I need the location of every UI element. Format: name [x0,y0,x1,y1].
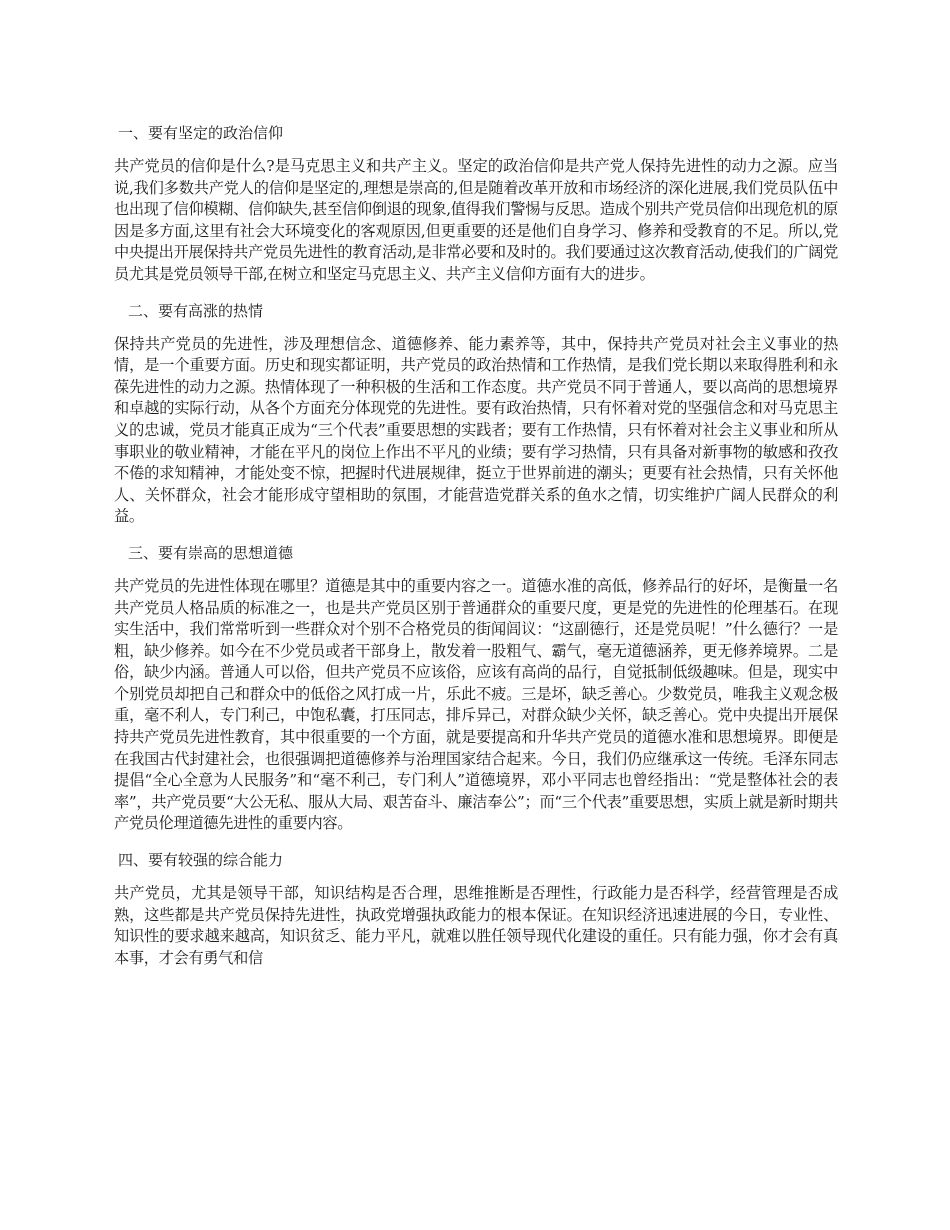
section-heading-3: 三、要有崇高的思想道德 [128,543,294,562]
document-page [114,122,838,983]
section-paragraph-4: 共产党员，尤其是领导干部，知识结构是否合理，思维推断是否理性，行政能力是否科学，经营管理是否成熟，这些都是共产党员保持先进性，执政党增强执政能力的根本保证。在知识经济迅速进展的今日，专业性、知识性的要求越来越高，知识贫乏、能力平凡，就难以胜任领导现代化建设的重任。只有能力强，你才会有真本事，才会有勇气和信 [114,884,838,967]
section-heading-2: 二、要有高涨的热情 [128,301,264,320]
section-paragraph-1: 共产党员的信仰是什么?是马克思主义和共产主义。坚定的政治信仰是共产党人保持先进性的动力之源。应当说,我们多数共产党人的信仰是坚定的,理想是崇高的,但是随着改革开放和市场经济的深化进展,我们党员队伍中也出现了信仰模糊、信仰缺失,甚至信仰倒退的现象,值得我们警惕与反思。造成个别共产党员信仰出现危机的原因是多方面,这里有社会大环境变化的客观原因,但更重要的还是他们自身学习、修养和受教育的不足。所以,党中央提出开展保持共产党员先进性的教育活动,是非常必要和及时的。我们要通过这次教育活动,使我们的广阔党员尤其是党员领导干部,在树立和坚定马克思主义、共产主义信仰方面有大的进步。 [114,157,838,283]
section-heading-4: 四、要有较强的综合能力 [118,851,284,870]
section-paragraph-3: 共产党员的先进性体现在哪里？道德是其中的重要内容之一。道德水准的高低，修养品行的好坏，是衡量一名共产党员人格品质的标准之一，也是共产党员区别于普通群众的重要尺度，更是党的先进性的伦理基石。在现实生活中，我们常常听到一些群众对个别不合格党员的街闻闾议：“这副德行，还是党员呢！”什么德行？一是粗，缺少修养。如今在不少党员或者干部身上，散发着一股粗气、霸气，毫无道德涵养，更无修养境界。二是俗，缺少内涵。普通人可以俗，但共产党员不应该俗，应该有高尚的品行，自觉抵制低级趣味。但是，现实中个别党员却把自己和群众中的低俗之风打成一片，乐此不疲。三是坏，缺乏善心。少数党员，唯我主义观念极重，毫不利人，专门利己，中饱私囊，打压同志，排斥异己，对群众缺少关怀，缺乏善心。党中央提出开展保持共产党员先进性教育，其中很重要的一个方面，就是要提高和升华共产党员的道德水准和思想境界。即便是在我国古代封建社会，也很强调把道德修养与治理国家结合起来。今日，我们仍应继承这一传统。毛泽东同志提倡“全心全意为人民服务”和“毫不利己，专门利人”道德境界，邓小平同志也曾经指出：“党是整体社会的表率”，共产党员要“大公无私、服从大局、艰苦奋斗、廉洁奉公”；而“三个代表”重要思想，实质上就是新时期共产党员伦理道德先进性的重要内容。 [114,576,838,833]
section-heading-1: 一、要有坚定的政治信仰 [118,124,284,142]
section-paragraph-2: 保持共产党员的先进性，涉及理想信念、道德修养、能力素养等，其中，保持共产党员对社会主义事业的热情，是一个重要方面。历史和现实都证明，共产党员的政治热情和工作热情，是我们党长期以来取得胜利和永葆先进性的动力之源。热情体现了一种积极的生活和工作态度。共产党员不同于普通人，要以高尚的思想境界和卓越的实际行动，从各个方面充分体现党的先进性。要有政治热情，只有怀着对党的坚强信念和对马克思主义的忠诚，党员才能真正成为“三个代表”重要思想的实践者；要有工作热情，只有怀着对社会主义事业和所从事职业的敬业精神，才能在平凡的岗位上作出不平凡的业绩；要有学习热情，只有具备对新事物的敏感和孜孜不倦的求知精神，才能处变不惊，把握时代进展规律，挺立于世界前进的潮头；更要有社会热情，只有关怀他人、关怀群众，社会才能形成守望相助的氛围，才能营造党群关系的鱼水之情，切实维护广阔人民群众的利益。 [114,334,838,526]
